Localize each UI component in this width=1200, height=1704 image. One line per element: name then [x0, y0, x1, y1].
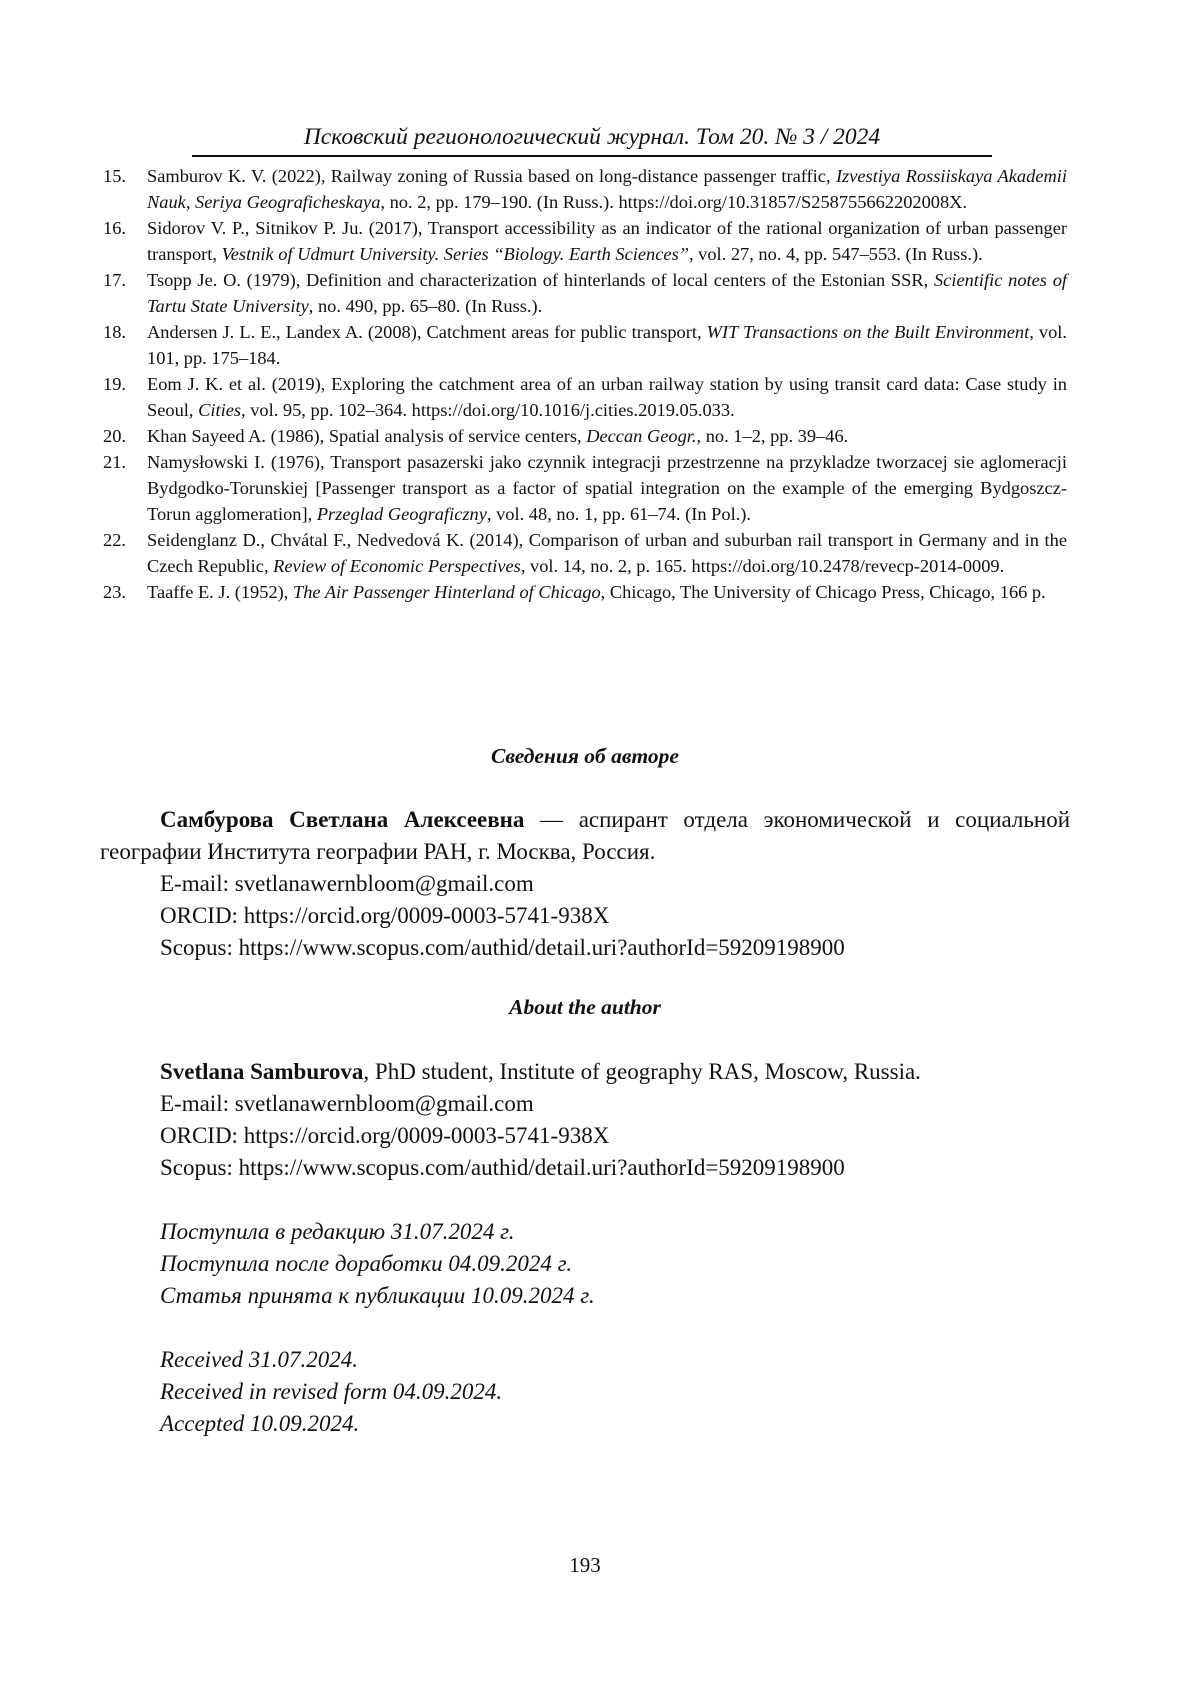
dates-ru: [100, 1216, 1130, 1312]
reference-source-title: Scientific notes of Tartu State University: [147, 270, 1067, 316]
reference-fragment: vol. 101, pp. 175–184.: [147, 322, 1067, 368]
reference-fragment: Khan Sayeed A. (1986), Spatial analysis of service centers,: [147, 426, 587, 446]
author-name-en: Svetlana Samburova: [160, 1059, 364, 1084]
reference-number: 22.: [103, 530, 126, 550]
reference-source-title: Review of Economic Perspectives: [273, 556, 521, 576]
reference-text: [147, 527, 1067, 579]
reference-item: [103, 527, 1067, 579]
date-received-ru: Поступила в редакцию 31.07.2024 г.: [160, 1219, 515, 1244]
reference-fragment: , vol. 27, no. 4, pp. 547–553. (In Russ.).: [688, 244, 983, 264]
reference-fragment: Sidorov V. P., Sitnikov P. Ju. (2017), Transport accessibility as an indicator of the rational organization of urban passenger transport,: [147, 218, 1067, 264]
reference-fragment: Samburov K. V. (2022), Railway zoning of Russia based on long-distance passenger traffic,: [147, 166, 836, 186]
reference-fragment: , vol. 14, no. 2, p. 165. https://doi.org/10.2478/revecp-2014-0009.: [520, 556, 1005, 576]
reference-item: [103, 423, 1067, 449]
reference-fragment: Namysłowski I. (1976), Transport pasazerski jako czynnik integracji przestrzenne na przykladze tworzacej sie aglomeracji Bydgodko-Torunskiej [Passenger transport as a factor of spatial integration on the example of the emerging Bydgoszcz-Torun agglomeration],: [147, 452, 1067, 524]
author-contacts-en: [100, 1088, 1130, 1184]
reference-item: [103, 449, 1067, 527]
reference-fragment: , no. 1–2, pp. 39–46.: [696, 426, 849, 446]
reference-fragment: , no. 2, pp. 179–190. (In Russ.). https://doi.org/10.31857/S258755662202008X.: [380, 192, 968, 212]
reference-text: [147, 423, 1067, 449]
reference-fragment: , Chicago, The University of Chicago Press, Chicago, 166 p.: [600, 582, 1046, 602]
reference-number: 21.: [103, 452, 126, 472]
author-description-en: , PhD student, Institute of geography RAS, Moscow, Russia.: [363, 1059, 921, 1084]
reference-item: [103, 319, 1067, 371]
reference-number: 15.: [103, 166, 126, 186]
date-revised-ru: Поступила после доработки 04.09.2024 г.: [160, 1251, 573, 1276]
reference-source-title: The Air Passenger Hinterland of Chicago: [292, 582, 601, 602]
reference-fragment: , no. 490, pp. 65–80. (In Russ.).: [308, 296, 543, 316]
author-paragraph-en: [100, 1056, 1130, 1088]
reference-text: [147, 579, 1067, 605]
reference-item: [103, 163, 1067, 215]
author-email-ru: E-mail: svetlanawernbloom@gmail.com: [160, 871, 534, 896]
header-rule: [192, 155, 992, 157]
author-info-heading-en: About the author: [509, 995, 661, 1019]
author-name-ru: Самбурова Светлана Алексеевна: [160, 807, 525, 832]
reference-fragment: Seidenglanz D., Chvátal F., Nedvedová K. (2014), Comparison of urban and suburban rail transport in Germany and in the Czech Republic,: [147, 530, 1067, 576]
reference-item: [103, 267, 1067, 319]
reference-text: [147, 215, 1067, 267]
reference-number: 17.: [103, 270, 126, 290]
dates-en: [100, 1344, 1130, 1440]
date-accepted-ru: Статья принята к публикации 10.09.2024 г.: [160, 1283, 595, 1308]
reference-item: [103, 579, 1067, 605]
reference-fragment: Andersen J. L. E., Landex A. (2008), Catchment areas for public transport,: [147, 322, 707, 342]
reference-fragment: Tsopp Je. O. (1979), Definition and characterization of hinterlands of local centers of the Estonian SSR,: [147, 270, 934, 290]
date-received-en: Received 31.07.2024.: [160, 1347, 358, 1372]
reference-text: [147, 267, 1067, 319]
reference-item: [103, 215, 1067, 267]
author-scopus-ru: Scopus: https://www.scopus.com/authid/detail.uri?authorId=59209198900: [160, 935, 845, 960]
author-info-heading-ru: Сведения об авторе: [491, 744, 679, 768]
reference-number: 23.: [103, 582, 126, 602]
reference-fragment: , vol. 95, pp. 102–364. https://doi.org/10.1016/j.cities.2019.05.033.: [241, 400, 735, 420]
reference-list: [103, 163, 1067, 605]
reference-item: [103, 371, 1067, 423]
author-email-en: E-mail: svetlanawernbloom@gmail.com: [160, 1091, 534, 1116]
reference-number: 16.: [103, 218, 126, 238]
reference-fragment: Taaffe E. J. (1952),: [147, 582, 293, 602]
reference-text: [147, 163, 1067, 215]
page-number: 193: [569, 1553, 601, 1577]
author-contacts-ru: [100, 868, 1130, 964]
author-orcid-ru: ORCID: https://orcid.org/0009-0003-5741-938X: [160, 903, 610, 928]
running-title: Псковский регионологический журнал. Том 20. № 3 / 2024: [303, 124, 881, 150]
reference-number: 20.: [103, 426, 126, 446]
author-orcid-en: ORCID: https://orcid.org/0009-0003-5741-938X: [160, 1123, 610, 1148]
author-scopus-en: Scopus: https://www.scopus.com/authid/detail.uri?authorId=59209198900: [160, 1155, 845, 1180]
reference-source-title: Izvestiya Rossiiskaya Akademii Nauk, Seriya Geograficheskaya: [147, 166, 1067, 212]
reference-text: [147, 449, 1067, 527]
reference-fragment: , vol. 48, no. 1, pp. 61–74. (In Pol.).: [486, 504, 752, 524]
reference-source-title: Vestnik of Udmurt University. Series “Biology. Earth Sciences”: [221, 244, 689, 264]
author-paragraph-ru: [100, 804, 1070, 868]
date-revised-en: Received in revised form 04.09.2024.: [160, 1379, 503, 1404]
reference-fragment: Eom J. K. et al. (2019), Exploring the catchment area of an urban railway station by using transit card data: Case study in Seoul,: [147, 374, 1067, 420]
reference-source-title: Deccan Geogr.: [586, 426, 697, 446]
reference-text: [147, 319, 1067, 371]
author-description-ru: — аспирант отдела экономической и социальной географии Института географии РАН, г. Москва, Россия.: [100, 807, 1070, 864]
reference-text: [147, 371, 1067, 423]
date-accepted-en: Accepted 10.09.2024.: [160, 1411, 360, 1436]
reference-number: 18.: [103, 322, 126, 342]
reference-source-title: WIT Transactions on the Built Environment,: [706, 322, 1034, 342]
reference-number: 19.: [103, 374, 126, 394]
reference-source-title: Przeglad Geograficzny: [316, 504, 487, 524]
reference-source-title: Cities: [198, 400, 242, 420]
